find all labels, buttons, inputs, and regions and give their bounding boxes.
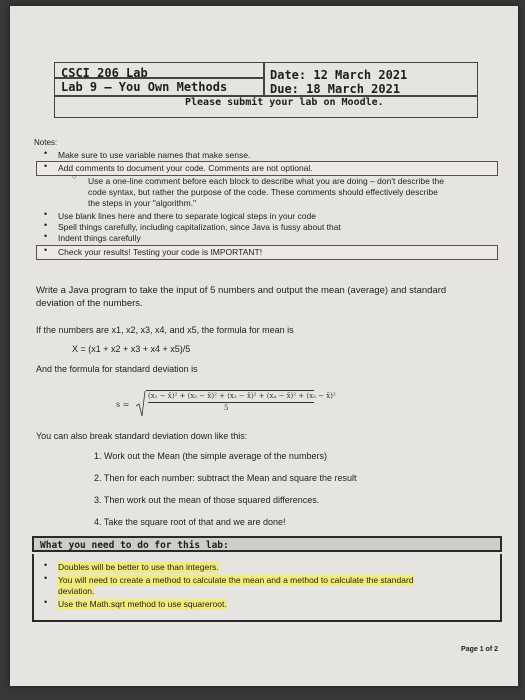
sqrt-sign-icon <box>136 390 146 418</box>
note-item: Make sure to use variable names that make sense. <box>58 150 251 160</box>
intro-line: deviation of the numbers. <box>36 298 143 309</box>
circle-bullet-icon: ○ <box>72 174 77 181</box>
lab-date: Date: 12 March 2021 <box>270 68 408 82</box>
mean-formula: X = (x1 + x2 + x3 + x4 + x5)/5 <box>72 344 191 354</box>
course-title: CSCI 206 Lab <box>61 66 148 80</box>
break-down-intro: You can also break standard deviation down like this: <box>36 431 248 441</box>
intro-line: Write a Java program to take the input of 5 numbers and output the mean (average) and standard <box>36 285 447 296</box>
bullet-icon: • <box>44 220 48 230</box>
step-item: 3. Then work out the mean of those squared differences. <box>94 495 320 505</box>
lab-title: Lab 9 – You Own Methods <box>61 80 228 94</box>
note-item: Spell things carefully, including capitalization, since Java is fussy about that <box>58 222 341 232</box>
bullet-icon: • <box>44 231 48 241</box>
lab-task-item: Doubles will be better to use than integers. <box>58 562 219 572</box>
table-divider <box>263 63 265 95</box>
note-subitem: Use a one-line comment before each block to describe what you are doing – don't describe the <box>88 176 444 186</box>
step-item: 2. Then for each number: subtract the Mean and square the result <box>94 473 357 483</box>
bullet-icon: • <box>44 245 48 255</box>
bullet-icon: • <box>44 148 48 158</box>
formula-numerator: (x₁ − x̄)² + (x₂ − x̄)² + (x₃ − x̄)² + (x₄ − x̄)² + (x₅ − x̄)² <box>148 392 336 400</box>
formula-denominator: 5 <box>224 404 229 412</box>
lab-due-date: Due: 18 March 2021 <box>270 82 401 96</box>
bullet-icon: • <box>44 597 48 607</box>
document-page <box>10 6 518 686</box>
note-item: Check your results! Testing your code is IMPORTANT! <box>58 247 263 257</box>
mean-intro: If the numbers are x1, x2, x3, x4, and x5, the formula for mean is <box>36 325 294 335</box>
note-item: Add comments to document your code. Comments are not optional. <box>58 163 313 173</box>
formula-lhs: s = <box>116 400 130 409</box>
lab-header-table <box>54 62 478 118</box>
lab-task-item: deviation. <box>58 586 95 596</box>
submit-instruction: Please submit your lab on Moodle. <box>185 97 384 108</box>
note-subitem: code syntax, but rather the purpose of the code. These comments should effectively describe <box>88 187 438 197</box>
note-item: Indent things carefully <box>58 233 141 243</box>
std-dev-formula <box>116 390 336 418</box>
step-item: 1. Work out the Mean (the simple average of the numbers) <box>94 451 327 461</box>
lab-task-item: You will need to create a method to calculate the mean and a method to calculate the standard <box>58 575 414 585</box>
lab-task-item: Use the Math.sqrt method to use squareroot. <box>58 599 227 609</box>
bullet-icon: • <box>44 209 48 219</box>
notes-title: Notes: <box>34 138 58 147</box>
note-item: Use blank lines here and there to separate logical steps in your code <box>58 211 316 221</box>
step-item: 4. Take the square root of that and we are done! <box>94 517 286 527</box>
lab-task-heading: What you need to do for this lab: <box>32 536 502 552</box>
page-number: Page 1 of 2 <box>461 646 498 653</box>
note-subitem: the steps in your "algorithm." <box>88 198 197 208</box>
bullet-icon: • <box>44 161 48 171</box>
sd-intro: And the formula for standard deviation is <box>36 364 198 374</box>
bullet-icon: • <box>44 573 48 583</box>
bullet-icon: • <box>44 560 48 570</box>
